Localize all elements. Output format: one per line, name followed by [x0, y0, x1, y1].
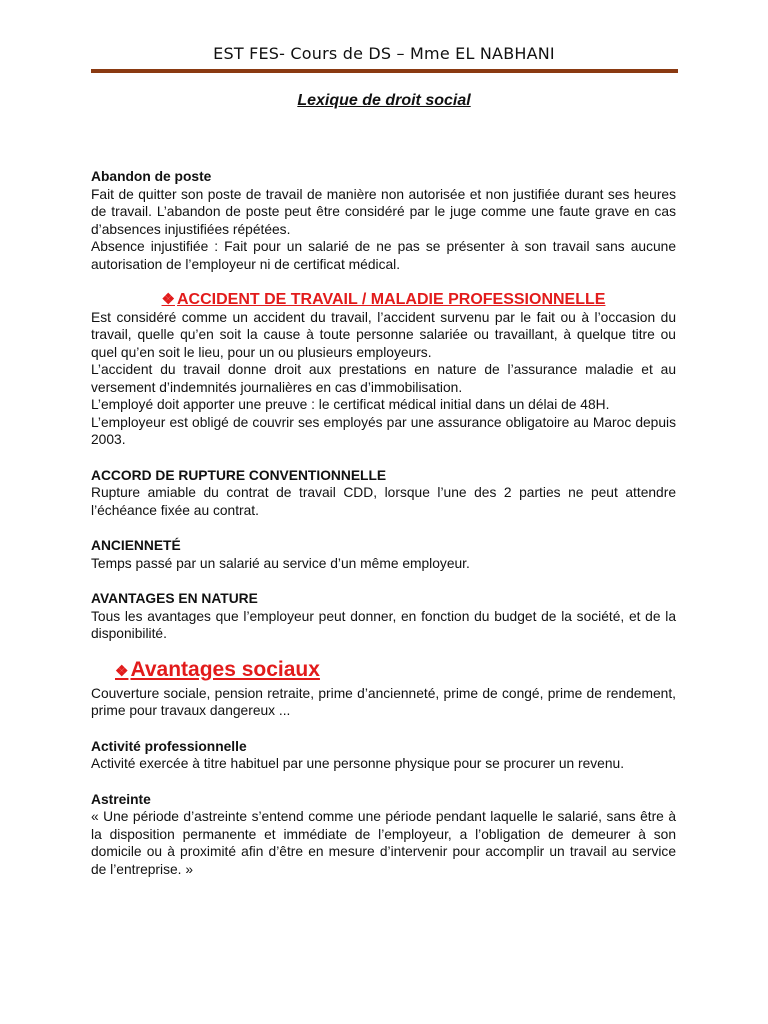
section-heading-avantages-sociaux-label: Avantages sociaux — [130, 657, 320, 681]
definition-avantages-nature: Tous les avantages que l’employeur peut donner, en fonction du budget de la société, et de la disponibilité. — [91, 608, 676, 641]
term-anciennete: ANCIENNETÉ — [91, 538, 181, 553]
term-abandon-de-poste: Abandon de poste — [91, 169, 212, 184]
header-rule — [91, 69, 678, 73]
definition-anciennete: Temps passé par un salarié au service d’un même employeur. — [91, 555, 470, 571]
definition-activite-professionnelle: Activité exercée à titre habituel par une personne physique pour se procurer un revenu. — [91, 756, 625, 771]
definition-absence-injustifiee: Absence injustifiée : Fait pour un salarié de ne pas se présenter à son travail sans aucune autorisation de l’employeur ni de certificat médical. — [91, 239, 676, 272]
definition-accord-rupture: Rupture amiable du contrat de travail CDD, lorsque l’une des 2 parties ne peut attendre l’échéance fixée au contrat. — [91, 485, 676, 518]
section-heading-avantages-sociaux — [91, 657, 676, 685]
diamond-bullet-icon: ❖ — [115, 662, 129, 680]
section-heading-accident-label: ACCIDENT DE TRAVAIL / MALADIE PROFESSIONNELLE — [176, 291, 606, 308]
section-heading-accident — [91, 291, 676, 309]
definition-accident-4: L’employeur est obligé de couvrir ses employés par une assurance obligatoire au Maroc depuis 2003. — [91, 414, 676, 447]
document-body — [91, 168, 676, 878]
diamond-bullet-icon: ❖ — [161, 291, 175, 308]
term-accord-rupture: ACCORD DE RUPTURE CONVENTIONNELLE — [91, 467, 387, 483]
definition-avantages-sociaux: Couverture sociale, pension retraite, prime d’ancienneté, prime de congé, prime de rendement, prime pour travaux dangereux ... — [91, 685, 676, 718]
definition-abandon-de-poste: Fait de quitter son poste de travail de manière non autorisée et non justifiée durant ses heures de travail. L’abandon de poste peut être considéré par le juge comme une faute grave en cas d’absences injustifiées répétées. — [91, 186, 676, 237]
term-astreinte: Astreinte — [91, 791, 151, 807]
document-title: Lexique de droit social — [297, 92, 471, 109]
term-avantages-nature: AVANTAGES EN NATURE — [91, 591, 258, 606]
page-header: EST FES- Cours de DS – Mme EL NABHANI — [213, 44, 555, 63]
term-activite-professionnelle: Activité professionnelle — [91, 738, 247, 754]
definition-accident-1: Est considéré comme un accident du travail, l’accident survenu par le fait ou à l’occasion du travail, quelle qu’en soit la cause à toute personne salariée ou travaillant, à quelque titre ou quel qu’en soit le lieu, pour un ou plusieurs employeurs. — [91, 309, 676, 360]
definition-accident-3: L’employé doit apporter une preuve : le certificat médical initial dans un délai de 48H. — [91, 397, 610, 412]
definition-accident-2: L’accident du travail donne droit aux prestations en nature de l’assurance maladie et au versement d’indemnités journalières en cas d’immobilisation. — [91, 362, 676, 395]
definition-astreinte: « Une période d’astreinte s’entend comme une période pendant laquelle le salarié, sans être à la disposition permanente et immédiate de l’employeur, a l’obligation de demeurer à son domicile ou à proximité afin d’être en mesure d’intervenir pour accomplir un travail au service de l’entreprise. » — [91, 809, 676, 877]
